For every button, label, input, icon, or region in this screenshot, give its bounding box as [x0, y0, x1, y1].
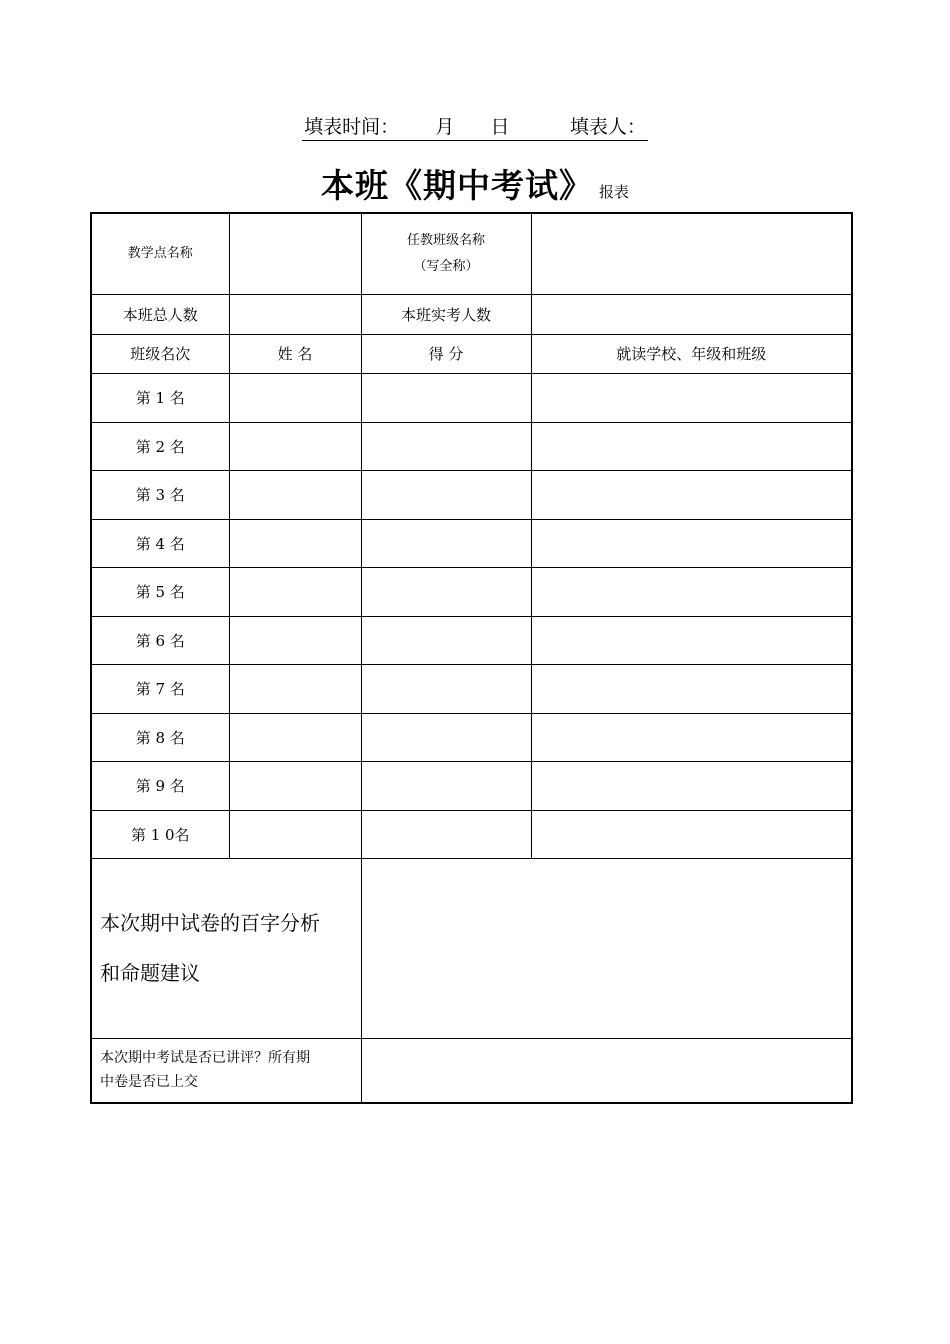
rank-label: 第 2 名	[91, 422, 229, 470]
table-row	[91, 664, 852, 713]
title-main: 本班《期中考试》	[320, 166, 593, 205]
table-row	[91, 616, 852, 664]
name-cell[interactable]	[229, 470, 361, 519]
rank-label: 第 1 名	[91, 373, 229, 422]
score-cell[interactable]	[361, 616, 531, 664]
page-title	[0, 160, 950, 207]
name-cell[interactable]	[229, 373, 361, 422]
actual-exam-label: 本班实考人数	[361, 294, 531, 334]
score-cell[interactable]	[361, 422, 531, 470]
school-cell[interactable]	[531, 713, 852, 761]
review-row	[91, 1038, 852, 1103]
teaching-point-label: 教学点名称	[91, 213, 229, 294]
rank-label: 第 3 名	[91, 470, 229, 519]
class-name-label-line2: （写全称）	[413, 258, 479, 274]
score-cell[interactable]	[361, 664, 531, 713]
fill-info-text: 填表时间： 月 日 填表人：	[302, 112, 648, 141]
school-cell[interactable]	[531, 373, 852, 422]
rank-label: 第 8 名	[91, 713, 229, 761]
score-cell[interactable]	[361, 810, 531, 858]
report-table	[90, 212, 853, 1104]
column-header-score: 得 分	[361, 334, 531, 373]
name-cell[interactable]	[229, 616, 361, 664]
name-cell[interactable]	[229, 713, 361, 761]
table-row	[91, 422, 852, 470]
table-row	[91, 810, 852, 858]
score-cell[interactable]	[361, 373, 531, 422]
rank-label: 第 7 名	[91, 664, 229, 713]
name-cell[interactable]	[229, 761, 361, 810]
class-name-label	[361, 213, 531, 294]
rank-label: 第 4 名	[91, 519, 229, 567]
school-cell[interactable]	[531, 616, 852, 664]
name-cell[interactable]	[229, 422, 361, 470]
info-row-1	[91, 213, 852, 294]
fill-info-line	[0, 112, 950, 141]
score-cell[interactable]	[361, 567, 531, 616]
name-cell[interactable]	[229, 664, 361, 713]
analysis-label-line2: 和命题建议	[100, 961, 200, 985]
column-header-rank: 班级名次	[91, 334, 229, 373]
score-cell[interactable]	[361, 713, 531, 761]
table-row	[91, 713, 852, 761]
score-cell[interactable]	[361, 470, 531, 519]
teaching-point-value-cell[interactable]	[229, 213, 361, 294]
table-row	[91, 470, 852, 519]
review-label-line2: 中卷是否已上交	[100, 1074, 198, 1091]
table-row	[91, 761, 852, 810]
column-header-name: 姓 名	[229, 334, 361, 373]
school-cell[interactable]	[531, 567, 852, 616]
table-row	[91, 519, 852, 567]
table-row	[91, 567, 852, 616]
column-header-row	[91, 334, 852, 373]
rank-label: 第 1 0名	[91, 810, 229, 858]
total-students-label: 本班总人数	[91, 294, 229, 334]
name-cell[interactable]	[229, 519, 361, 567]
actual-exam-value-cell[interactable]	[531, 294, 852, 334]
school-cell[interactable]	[531, 664, 852, 713]
info-row-2	[91, 294, 852, 334]
class-name-label-line1: 任教班级名称	[406, 232, 485, 248]
rank-label: 第 6 名	[91, 616, 229, 664]
title-suffix: 报表	[598, 183, 629, 201]
school-cell[interactable]	[531, 422, 852, 470]
score-cell[interactable]	[361, 761, 531, 810]
school-cell[interactable]	[531, 470, 852, 519]
total-students-value-cell[interactable]	[229, 294, 361, 334]
column-header-school: 就读学校、年级和班级	[531, 334, 852, 373]
school-cell[interactable]	[531, 810, 852, 858]
rank-label: 第 9 名	[91, 761, 229, 810]
analysis-label-line1: 本次期中试卷的百字分析	[100, 911, 320, 935]
rank-label: 第 5 名	[91, 567, 229, 616]
analysis-row	[91, 858, 852, 1038]
table-row	[91, 373, 852, 422]
school-cell[interactable]	[531, 761, 852, 810]
name-cell[interactable]	[229, 567, 361, 616]
analysis-label	[91, 858, 361, 1038]
name-cell[interactable]	[229, 810, 361, 858]
school-cell[interactable]	[531, 519, 852, 567]
review-input-cell[interactable]	[361, 1038, 852, 1103]
score-cell[interactable]	[361, 519, 531, 567]
analysis-input-cell[interactable]	[361, 858, 852, 1038]
class-name-value-cell[interactable]	[531, 213, 852, 294]
review-label	[91, 1038, 361, 1103]
review-label-line1: 本次期中考试是否已讲评？所有期	[100, 1050, 310, 1067]
